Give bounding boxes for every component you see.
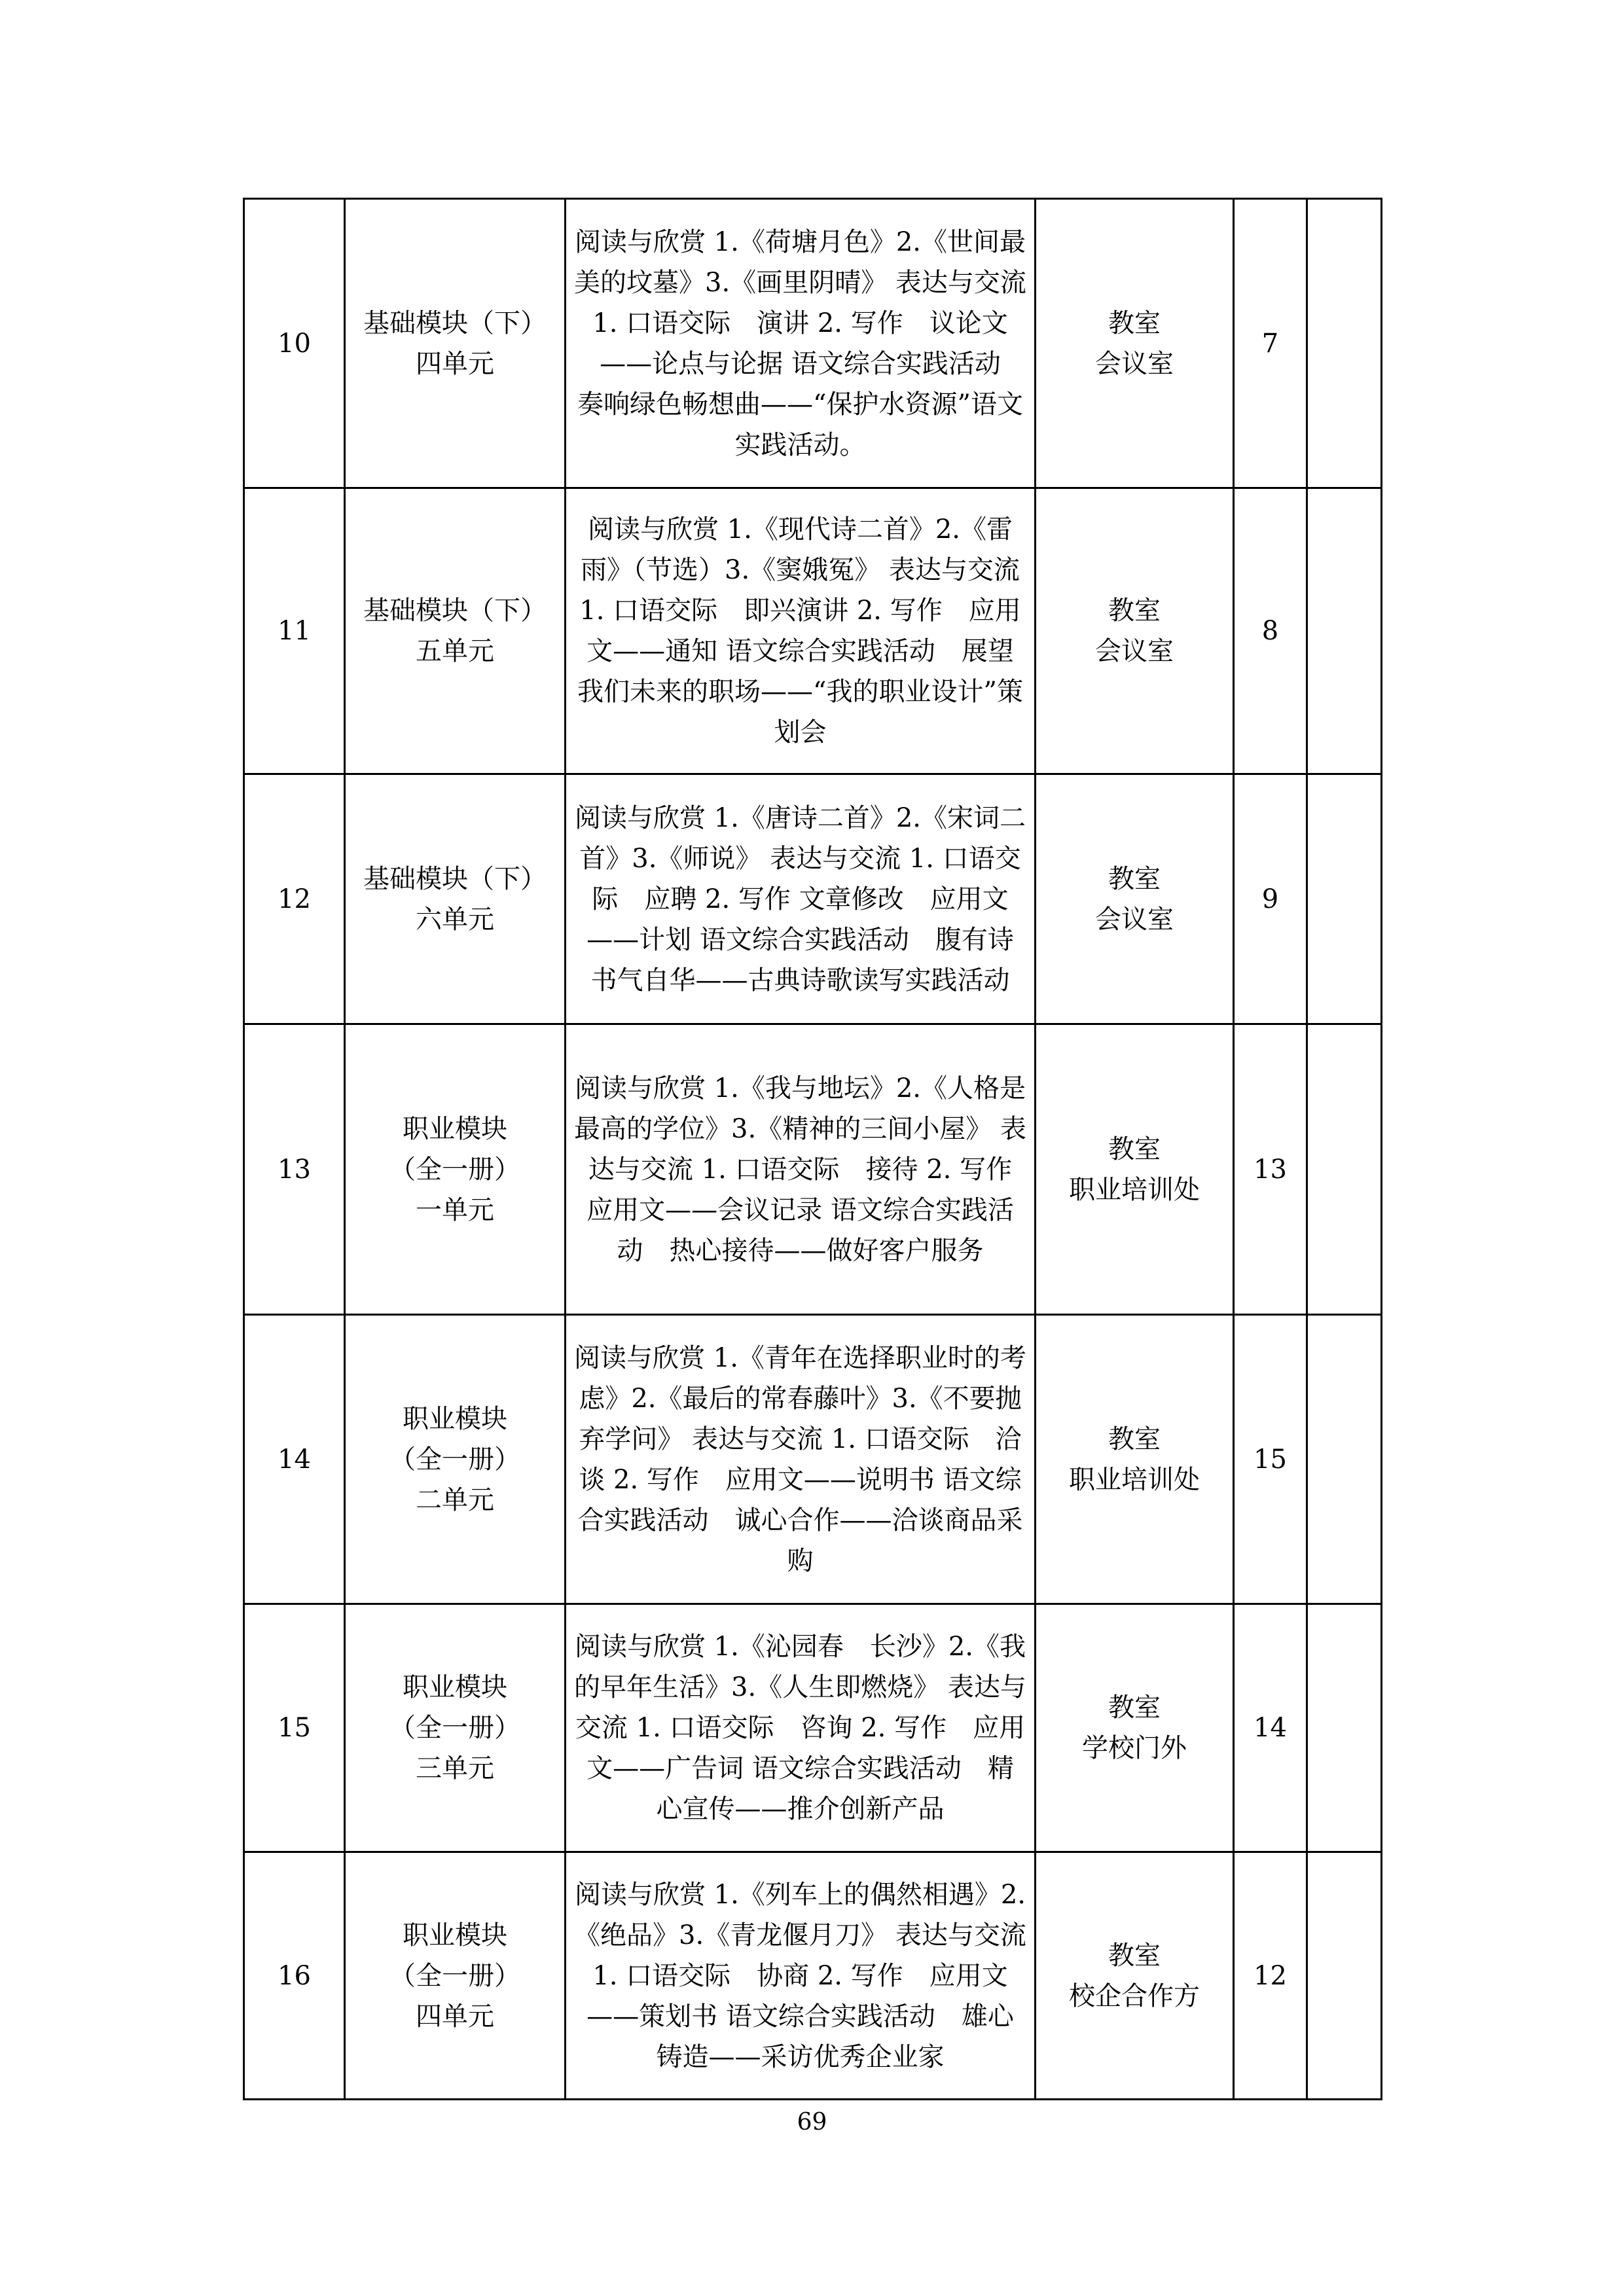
remark-cell [1307,199,1382,488]
hours-cell: 14 [1234,1604,1307,1852]
location-line: 校企合作方 [1069,1981,1200,2011]
location-cell [1036,774,1234,1024]
row-number-cell: 10 [244,199,345,488]
table-row [244,1315,1382,1604]
remark-cell [1307,488,1382,774]
module-line: 四单元 [416,348,494,379]
row-number-cell: 12 [244,774,345,1024]
module-line: 职业模块 [403,1403,507,1434]
page-number: 69 [797,2109,827,2136]
module-line: 基础模块（下） [363,308,547,338]
module-line: （全一册） [389,1713,520,1743]
content-cell: 阅读与欣赏 1.《沁园春 长沙》2.《我的早年生活》3.《人生即燃烧》 表达与交流 1. 口语交际 咨询 2. 写作 应用文——广告词 语文综合实践活动 精心宣传——推介创新产品 [566,1604,1036,1852]
remark-cell [1307,1315,1382,1604]
table-row [244,1024,1382,1315]
row-number-cell: 13 [244,1024,345,1315]
hours-cell: 9 [1234,774,1307,1024]
table-row [244,1604,1382,1852]
module-line: （全一册） [389,1444,520,1475]
remark-cell [1307,774,1382,1024]
hours-cell: 13 [1234,1024,1307,1315]
location-cell [1036,1852,1234,2100]
location-line: 教室 [1108,1424,1161,1454]
table-body [244,199,1382,2100]
module-line: 三单元 [416,1753,494,1784]
module-cell [345,488,566,774]
remark-cell [1307,1852,1382,2100]
location-line: 职业培训处 [1069,1174,1200,1205]
row-number-cell: 14 [244,1315,345,1604]
location-line: 教室 [1108,1134,1161,1164]
module-line: 二单元 [416,1484,494,1515]
module-line: （全一册） [389,1154,520,1185]
table-row [244,1852,1382,2100]
content-cell: 阅读与欣赏 1.《青年在选择职业时的考虑》2.《最后的常春藤叶》3.《不要抛弃学问》 表达与交流 1. 口语交际 洽谈 2. 写作 应用文——说明书 语文综合实践活动 诚心合作——洽谈商品采购 [566,1315,1036,1604]
curriculum-table [243,198,1382,2100]
content-cell: 阅读与欣赏 1.《列车上的偶然相遇》2.《绝品》3.《青龙偃月刀》 表达与交流 1. 口语交际 协商 2. 写作 应用文——策划书 语文综合实践活动 雄心铸造——采访优秀企业家 [566,1852,1036,2100]
module-line: 五单元 [416,636,494,666]
hours-cell: 15 [1234,1315,1307,1604]
hours-cell: 8 [1234,488,1307,774]
row-number-cell: 15 [244,1604,345,1852]
module-line: 基础模块（下） [363,863,547,894]
module-line: 四单元 [416,2001,494,2032]
location-line: 会议室 [1095,636,1174,666]
table-row [244,488,1382,774]
table-row [244,774,1382,1024]
module-line: 职业模块 [403,1113,507,1144]
location-line: 会议室 [1095,904,1174,935]
module-line: 职业模块 [403,1672,507,1702]
location-line: 教室 [1108,1693,1161,1723]
module-cell [345,1852,566,2100]
module-line: 职业模块 [403,1920,507,1950]
remark-cell [1307,1604,1382,1852]
module-line: 六单元 [416,904,494,935]
content-cell: 阅读与欣赏 1.《唐诗二首》2.《宋词二首》3.《师说》 表达与交流 1. 口语交际 应聘 2. 写作 文章修改 应用文——计划 语文综合实践活动 腹有诗书气自华——古典诗歌读写实践活动 [566,774,1036,1024]
module-cell [345,1024,566,1315]
location-line: 学校门外 [1082,1733,1187,1763]
location-line: 职业培训处 [1069,1464,1200,1495]
remark-cell [1307,1024,1382,1315]
row-number-cell: 11 [244,488,345,774]
location-cell [1036,1315,1234,1604]
location-line: 教室 [1108,308,1161,338]
content-cell: 阅读与欣赏 1.《荷塘月色》2.《世间最美的坟墓》3.《画里阴晴》 表达与交流 1. 口语交际 演讲 2. 写作 议论文——论点与论据 语文综合实践活动 奏响绿色畅想曲——“保护水资源”语文实践活动。 [566,199,1036,488]
module-line: 基础模块（下） [363,596,547,626]
location-line: 教室 [1108,596,1161,626]
location-line: 教室 [1108,863,1161,894]
location-cell [1036,488,1234,774]
content-cell: 阅读与欣赏 1.《我与地坛》2.《人格是最高的学位》3.《精神的三间小屋》 表达与交流 1. 口语交际 接待 2. 写作 应用文——会议记录 语文综合实践活动 热心接待——做好客户服务 [566,1024,1036,1315]
module-cell [345,1315,566,1604]
content-cell: 阅读与欣赏 1.《现代诗二首》2.《雷雨》（节选）3.《窦娥冤》 表达与交流 1. 口语交际 即兴演讲 2. 写作 应用文——通知 语文综合实践活动 展望我们未来的职场——“我的职业设计”策划会 [566,488,1036,774]
module-line: （全一册） [389,1960,520,1991]
hours-cell: 7 [1234,199,1307,488]
module-cell [345,199,566,488]
location-line: 教室 [1108,1940,1161,1971]
location-cell [1036,1604,1234,1852]
hours-cell: 12 [1234,1852,1307,2100]
location-line: 会议室 [1095,348,1174,379]
location-cell [1036,1024,1234,1315]
module-line: 一单元 [416,1194,494,1225]
table-row [244,199,1382,488]
module-cell [345,1604,566,1852]
location-cell [1036,199,1234,488]
module-cell [345,774,566,1024]
row-number-cell: 16 [244,1852,345,2100]
